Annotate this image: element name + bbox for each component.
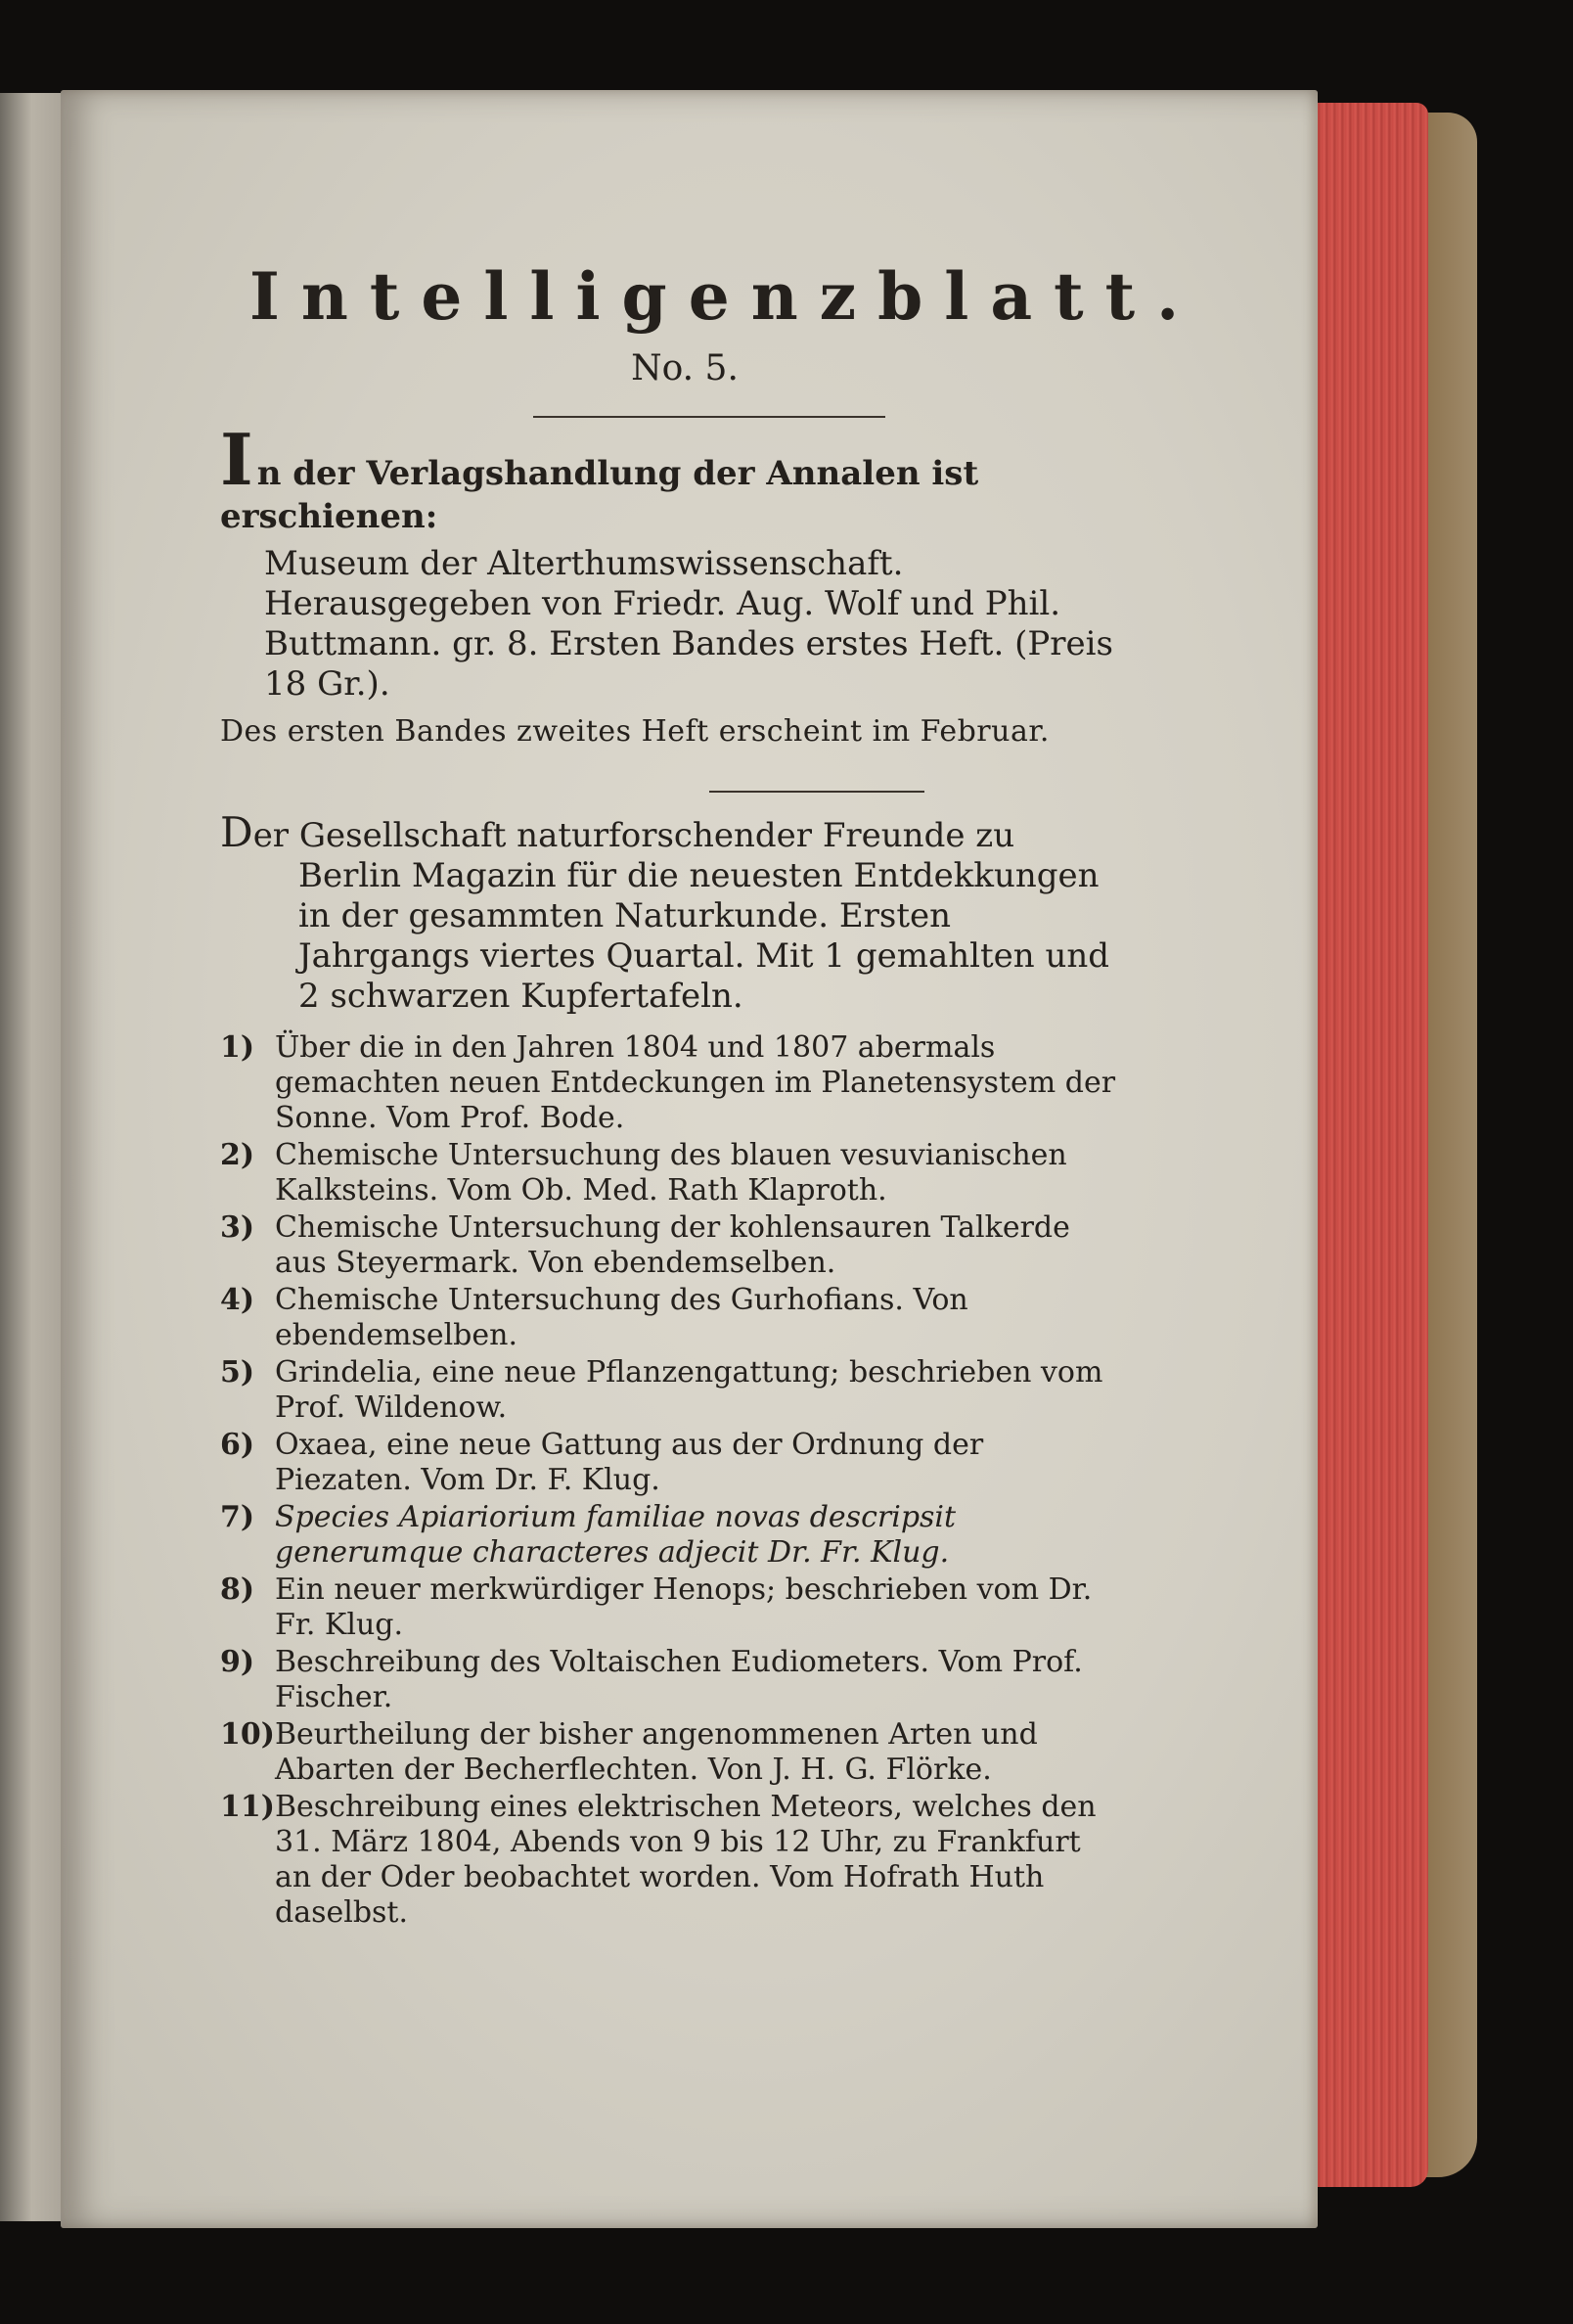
item-number: 1) [220, 1030, 255, 1065]
item-text: Chemische Untersuchung der kohlensauren Talkerde aus Steyermark. Von ebendemselben. [275, 1210, 1070, 1280]
item-number: 3) [220, 1210, 255, 1245]
book-entry: Museum der Alterthumswissenschaft. Herausgegeben von Friedr. Aug. Wolf und Phil. Buttmann. gr. 8. Ersten Bandes erstes Heft. (Preis 18 Gr.). [264, 544, 1113, 704]
list-item [220, 1210, 1120, 1281]
list-item [220, 1030, 1120, 1136]
list-item [220, 1138, 1120, 1208]
item-number: 7) [220, 1500, 255, 1534]
announcement-note: Des ersten Bandes zweites Heft erscheint im Februar. [220, 714, 1050, 749]
announcement-text: n der Verlagshandlung der Annalen ist erschienen: [220, 454, 979, 536]
page-content [220, 258, 1201, 1933]
item-number: 9) [220, 1645, 255, 1679]
item-text: Beurtheilung der bisher angenommenen Arten und Abarten der Becherflechten. Von J. H. G. Flörke. [275, 1717, 1038, 1787]
item-text: Species Apiariorium familiae novas descripsit generumque characteres adjecit Dr. Fr. Klug. [275, 1500, 957, 1570]
item-text: Beschreibung des Voltaischen Eudiometers. Vom Prof. Fischer. [275, 1645, 1083, 1714]
list-item [220, 1645, 1120, 1715]
masthead-title: Intelligenzblatt. [249, 258, 1201, 335]
item-text: Ein neuer merkwürdiger Henops; beschrieben vom Dr. Fr. Klug. [275, 1572, 1093, 1642]
magazine-first-line: er Gesellschaft naturforschender Freunde zu [252, 816, 1015, 855]
item-number: 5) [220, 1355, 255, 1390]
item-text: Grindelia, eine neue Pflanzengattung; beschrieben vom Prof. Wildenow. [275, 1355, 1103, 1425]
list-item [220, 1355, 1120, 1426]
divider-rule [709, 791, 924, 793]
list-item [220, 1283, 1120, 1353]
announcement-block [220, 418, 1120, 752]
red-page-edges [1306, 103, 1428, 2187]
list-item [220, 1572, 1120, 1643]
item-text: Chemische Untersuchung des blauen vesuvianischen Kalksteins. Vom Ob. Med. Rath Klaproth. [275, 1138, 1067, 1208]
item-text: Chemische Untersuchung des Gurhofians. Von ebendemselben. [275, 1283, 968, 1352]
item-text: Über die in den Jahren 1804 und 1807 abermals gemachten neuen Entdeckungen im Planetensystem der Sonne. Vom Prof. Bode. [275, 1030, 1116, 1135]
magazine-description: Berlin Magazin für die neuesten Entdekkungen in der gesammten Naturkunde. Ersten Jahrgangs viertes Quartal. Mit 1 gemahlten und 2 schwarzen Kupfertafeln. [298, 856, 1110, 1016]
item-number: 4) [220, 1283, 255, 1317]
magazine-initial: D [220, 808, 253, 856]
list-item [220, 1500, 1120, 1571]
divider-rule [533, 416, 885, 418]
item-number: 6) [220, 1428, 255, 1462]
item-number: 11) [220, 1790, 275, 1824]
item-text: Beschreibung eines elektrischen Meteors, welches den 31. März 1804, Abends von 9 bis 12 Uhr, zu Frankfurt an der Oder beobachtet worden. Vom Hofrath Huth daselbst. [275, 1790, 1097, 1930]
list-item [220, 1717, 1120, 1788]
magazine-heading [220, 808, 1120, 1017]
item-number: 10) [220, 1717, 275, 1752]
list-item [220, 1790, 1120, 1931]
list-item [220, 1428, 1120, 1498]
item-number: 2) [220, 1138, 255, 1172]
drop-initial: I [220, 418, 253, 501]
item-text: Oxaea, eine neue Gattung aus der Ordnung der Piezaten. Vom Dr. F. Klug. [275, 1428, 984, 1497]
issue-number: No. 5. [631, 348, 739, 388]
announcement-heading [220, 418, 1120, 538]
magazine-block [220, 808, 1120, 1931]
item-number: 8) [220, 1572, 255, 1607]
contents-list [220, 1030, 1120, 1931]
